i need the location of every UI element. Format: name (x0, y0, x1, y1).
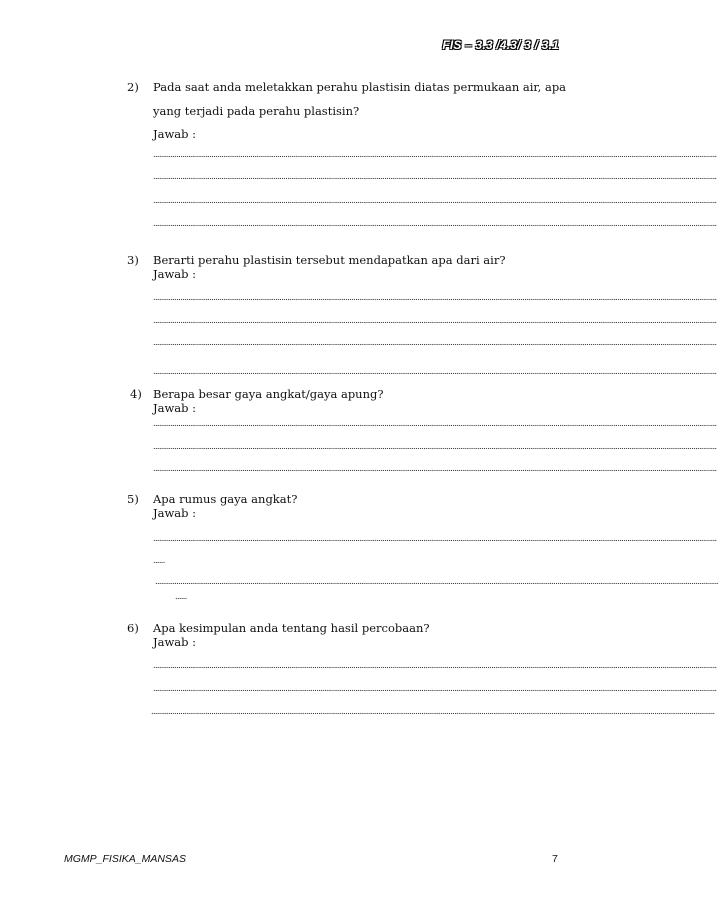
question-4-answer-label: Jawab : (153, 401, 197, 415)
answer-line[interactable]: .................................................................................................................................................................................................................................................................................................. (151, 707, 715, 716)
answer-line[interactable]: .................................................................................................................................................................................................................................................................................................. (153, 534, 717, 543)
answer-line[interactable]: .................................................................................................................................................................................................................................................................................................. (153, 219, 717, 228)
answer-line[interactable]: .................................................................................................................................................................................................................................................................................................. (153, 172, 717, 181)
question-3-number: 3) (127, 253, 139, 267)
answer-line[interactable]: .................................................................................................................................................................................................................................................................................................. (153, 684, 717, 693)
answer-line[interactable]: .................................................................................................................................................................................................................................................................................................. (155, 577, 718, 586)
answer-line-continuation[interactable]: ...... (153, 556, 165, 565)
answer-line[interactable]: .................................................................................................................................................................................................................................................................................................. (153, 196, 717, 205)
answer-line[interactable]: .................................................................................................................................................................................................................................................................................................. (153, 661, 717, 670)
question-3-text: Berarti perahu plastisin tersebut mendapatkan apa dari air? (153, 253, 506, 267)
question-2-answer-label: Jawab : (153, 127, 197, 141)
answer-line[interactable]: .................................................................................................................................................................................................................................................................................................. (153, 442, 717, 451)
answer-line[interactable]: .................................................................................................................................................................................................................................................................................................. (153, 150, 717, 159)
question-6-text: Apa kesimpulan anda tentang hasil percobaan? (153, 621, 430, 635)
question-5-text: Apa rumus gaya angkat? (153, 492, 298, 506)
question-6-number: 6) (127, 621, 139, 635)
answer-line[interactable]: .................................................................................................................................................................................................................................................................................................. (153, 316, 717, 325)
question-3-answer-label: Jawab : (153, 267, 197, 281)
question-6-answer-label: Jawab : (153, 635, 197, 649)
answer-line[interactable]: .................................................................................................................................................................................................................................................................................................. (153, 464, 717, 473)
answer-line[interactable]: .................................................................................................................................................................................................................................................................................................. (153, 367, 717, 376)
question-4-number: 4) (130, 387, 142, 401)
page-header-code: FIS – 3.3 /4.3/ 3 / 3.1 (442, 38, 559, 52)
answer-line[interactable]: .................................................................................................................................................................................................................................................................................................. (153, 293, 717, 302)
question-2-number: 2) (127, 80, 139, 94)
question-2-text-line2: yang terjadi pada perahu plastisin? (153, 104, 360, 118)
answer-line[interactable]: .................................................................................................................................................................................................................................................................................................. (153, 338, 717, 347)
page-number: 7 (552, 853, 558, 865)
question-2-text-line1: Pada saat anda meletakkan perahu plastisin diatas permukaan air, apa (153, 80, 567, 94)
footer-label: MGMP_FISIKA_MANSAS (64, 853, 186, 865)
answer-line[interactable]: .................................................................................................................................................................................................................................................................................................. (153, 419, 717, 428)
answer-line-continuation[interactable]: ...... (175, 592, 187, 601)
question-5-number: 5) (127, 492, 139, 506)
question-5-answer-label: Jawab : (153, 506, 197, 520)
question-4-text: Berapa besar gaya angkat/gaya apung? (153, 387, 384, 401)
